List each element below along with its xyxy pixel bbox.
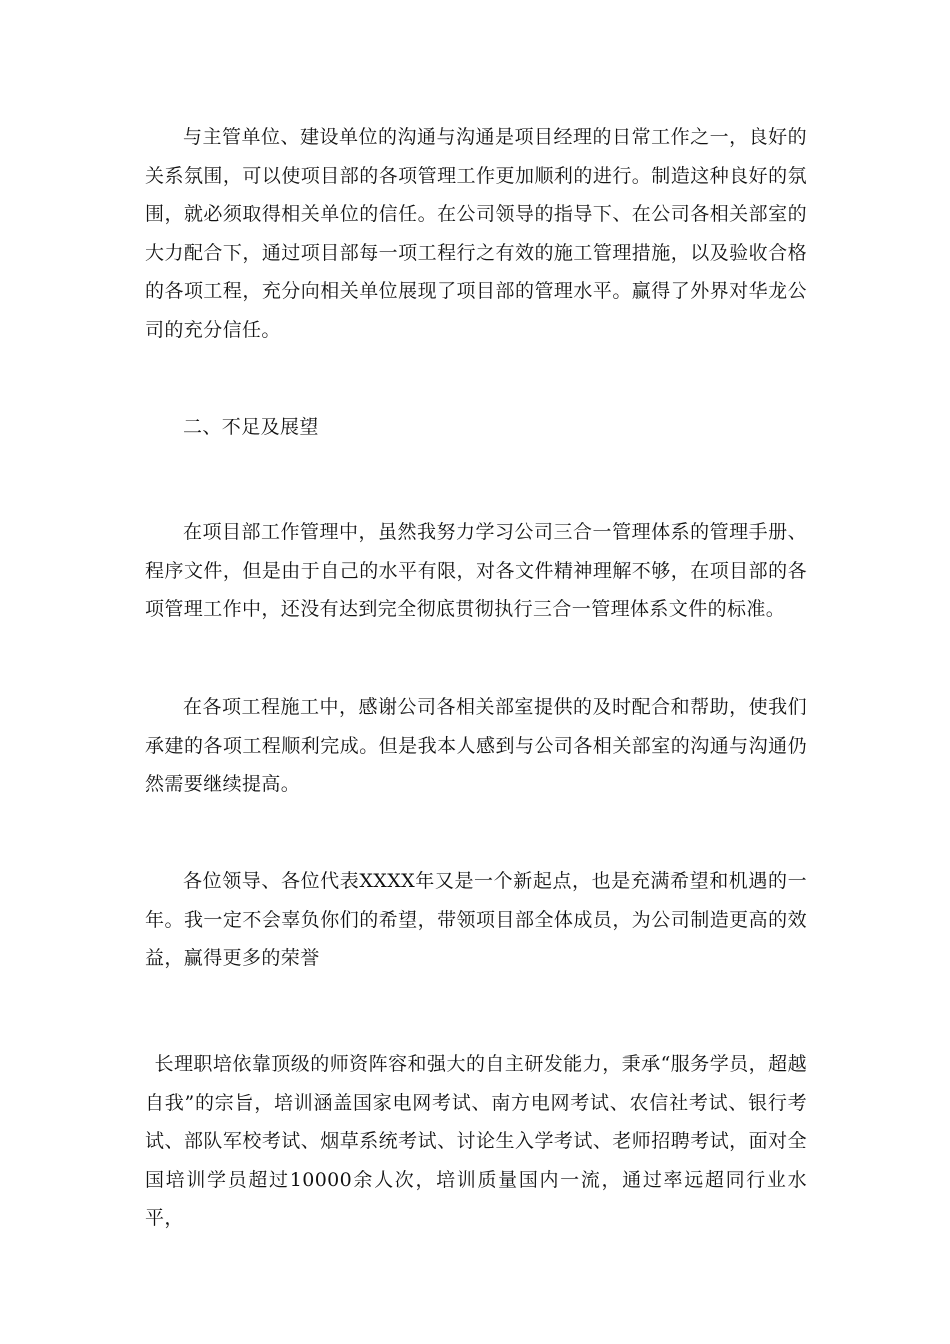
section-heading-shortcomings: 二、不足及展望 [183, 416, 319, 438]
paragraph-communication: 与主管单位、建设单位的沟通与沟通是项目经理的日常工作之一，良好的关系氛围，可以使项目部的各项管理工作更加顺利的进行。制造这种良好的氛围，就必须取得相关单位的信任。在公司领导的指导下、在公司各相关部室的大力配合下，通过项目部每一项工程行之有效的施工管理措施，以及验收合格的各项工程，充分向相关单位展现了项目部的管理水平。赢得了外界对华龙公司的充分信任。 [145, 126, 807, 341]
paragraph-new-year-outlook: 各位领导、各位代表XXXX年又是一个新起点，也是充满希望和机遇的一年。我一定不会辜负你们的希望，带领项目部全体成员，为公司制造更高的效益，赢得更多的荣誉 [145, 870, 807, 969]
paragraph-training-ad: 长理职培依靠顶级的师资阵容和强大的自主研发能力，秉承“服务学员，超越自我”的宗旨，培训涵盖国家电网考试、南方电网考试、农信社考试、银行考试、部队军校考试、烟草系统考试、讨论生入学考试、老师招聘考试，面对全国培训学员超过10000余人次，培训质量国内一流，通过率远超同行业水平， [145, 1053, 807, 1229]
paragraph-management-system: 在项目部工作管理中，虽然我努力学习公司三合一管理体系的管理手册、程序文件，但是由于自己的水平有限，对各文件精神理解不够，在项目部的各项管理工作中，还没有达到完全彻底贯彻执行三合一管理体系文件的标准。 [145, 521, 807, 620]
paragraph-construction-thanks: 在各项工程施工中，感谢公司各相关部室提供的及时配合和帮助，使我们承建的各项工程顺利完成。但是我本人感到与公司各相关部室的沟通与沟通仍然需要继续提高。 [145, 696, 807, 795]
